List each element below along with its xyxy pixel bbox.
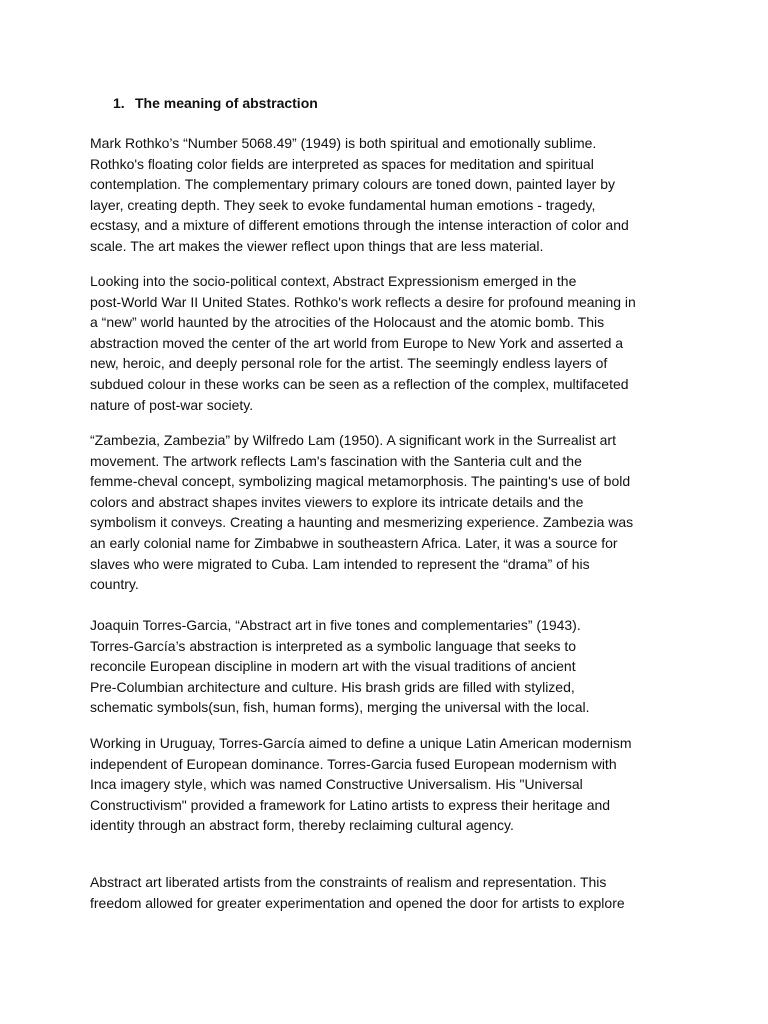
text-line: a “new” world haunted by the atrocities of the Holocaust and the atomic bomb. This: [90, 314, 605, 331]
heading-text: The meaning of abstraction: [135, 95, 318, 111]
section-heading: [113, 93, 318, 113]
text-line: colors and abstract shapes invites viewers to explore its intricate details and the: [90, 493, 584, 510]
heading-number: 1.: [113, 95, 125, 111]
text-line: independent of European dominance. Torres-Garcia fused European modernism with: [90, 755, 617, 772]
text-line: Rothko's floating color fields are interpreted as spaces for meditation and spiritual: [90, 155, 594, 172]
text-line: nature of post-war society.: [90, 396, 254, 413]
text-line: Torres-García’s abstraction is interpreted as a symbolic language that seeks to: [90, 637, 577, 654]
text-line: reconcile European discipline in modern art with the visual traditions of ancient: [90, 658, 576, 675]
text-line: slaves who were migrated to Cuba. Lam intended to represent the “drama” of his: [90, 555, 590, 572]
text-line: an early colonial name for Zimbabwe in southeastern Africa. Later, it was a source for: [90, 534, 618, 551]
text-line: Looking into the socio-political context, Abstract Expressionism emerged in the: [90, 273, 577, 289]
paragraph-rothko-number: [90, 133, 690, 257]
paragraph-zambezia: [90, 430, 690, 595]
text-line: post-World War II United States. Rothko's work reflects a desire for profound meaning in: [90, 293, 636, 310]
text-line: movement. The artwork reflects Lam's fascination with the Santeria cult and the: [90, 452, 582, 469]
text-line: schematic symbols(sun, fish, human forms), merging the universal with the local.: [90, 699, 590, 716]
text-line: symbolism it conveys. Creating a haunting and mesmerizing experience. Zambezia was: [90, 514, 634, 531]
text-line: country.: [90, 576, 139, 593]
paragraph-socio-political: [90, 271, 690, 415]
text-line: Constructivism" provided a framework for Latino artists to express their heritage and: [90, 796, 611, 813]
text-line: femme-cheval concept, symbolizing magical metamorphosis. The painting's use of bold: [90, 473, 631, 490]
text-line: abstraction moved the center of the art world from Europe to New York and asserted a: [90, 334, 624, 351]
text-line: contemplation. The complementary primary colours are toned down, painted layer by: [90, 176, 616, 193]
text-line: new, heroic, and deeply personal role for the artist. The seemingly endless layers of: [90, 355, 608, 372]
text-line: ecstasy, and a mixture of different emotions through the intense interaction of color and: [90, 217, 629, 234]
text-line: Pre-Columbian architecture and culture. His brash grids are filled with stylized,: [90, 678, 575, 695]
text-line: Inca imagery style, which was named Constructive Universalism. His "Universal: [90, 776, 583, 793]
text-line: Working in Uruguay, Torres-García aimed to define a unique Latin American modernism: [90, 735, 632, 751]
text-line: Joaquin Torres-Garcia, “Abstract art in five tones and complementaries” (1943).: [90, 617, 581, 633]
paragraph-abstract-art: [90, 872, 690, 913]
paragraph-torres-garcia: [90, 615, 690, 718]
text-line: freedom allowed for greater experimentation and opened the door for artists to explore: [90, 894, 625, 911]
text-line: Abstract art liberated artists from the constraints of realism and representation. This: [90, 874, 607, 890]
text-line: layer, creating depth. They seek to evoke fundamental human emotions - tragedy,: [90, 196, 596, 213]
text-line: subdued colour in these works can be seen as a reflection of the complex, multifaceted: [90, 375, 629, 392]
text-line: scale. The art makes the viewer reflect upon things that are less material.: [90, 237, 544, 254]
text-line: identity through an abstract form, thereby reclaiming cultural agency.: [90, 817, 514, 834]
text-line: Mark Rothko’s “Number 5068.49” (1949) is both spiritual and emotionally sublime.: [90, 135, 597, 151]
text-line: “Zambezia, Zambezia” by Wilfredo Lam (1950). A significant work in the Surrealist art: [90, 432, 616, 448]
paragraph-uruguay: [90, 733, 690, 836]
